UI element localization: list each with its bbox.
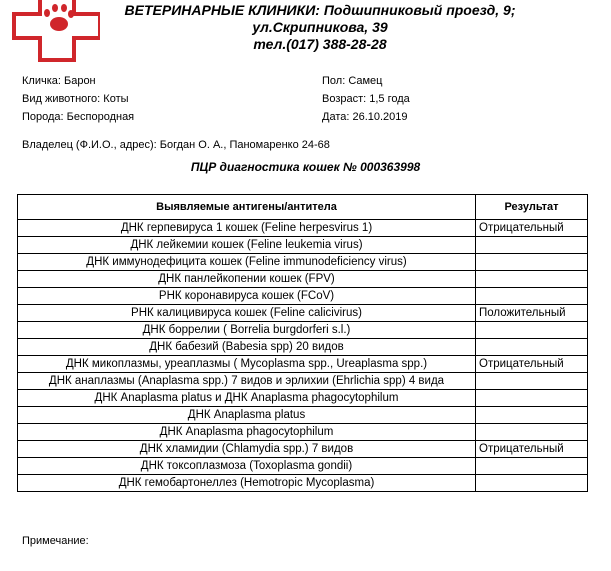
clinic-phone: тел.(017) 388-28-28 — [253, 36, 387, 52]
column-header-test: Выявляемые антигены/антитела — [18, 195, 476, 220]
table-row — [18, 441, 588, 458]
table-row — [18, 407, 588, 424]
pet-name: Кличка: Барон — [22, 75, 96, 87]
test-result — [476, 237, 588, 254]
table-row — [18, 254, 588, 271]
results-table — [17, 194, 588, 492]
paw-icon — [44, 4, 74, 31]
test-result — [476, 322, 588, 339]
table-header-row — [18, 195, 588, 220]
report-date: Дата: 26.10.2019 — [322, 111, 408, 123]
test-result: Отрицательный — [476, 220, 588, 237]
table-row — [18, 237, 588, 254]
test-result — [476, 339, 588, 356]
test-name: ДНК токсоплазмоза (Toxoplasma gondii) — [18, 458, 476, 475]
pet-breed: Порода: Беспородная — [22, 111, 135, 123]
table-row — [18, 458, 588, 475]
table-row — [18, 322, 588, 339]
test-name: ДНК Anaplasma platus и ДНК Anaplasma phagocytophilum — [18, 390, 476, 407]
owner-info: Владелец (Ф.И.О., адрес): Богдан О. А., Паномаренко 24-68 — [22, 139, 330, 151]
column-header-result: Результат — [476, 195, 588, 220]
test-name: ДНК бабезий (Babesia spp) 20 видов — [18, 339, 476, 356]
table-row — [18, 339, 588, 356]
test-result — [476, 390, 588, 407]
test-name: РНК калицивируса кошек (Feline calicivirus) — [18, 305, 476, 322]
test-result — [476, 424, 588, 441]
note-label: Примечание: — [22, 535, 89, 547]
test-name: ДНК гемобартонеллез (Hemotropic Mycoplasma) — [18, 475, 476, 492]
table-row — [18, 475, 588, 492]
test-result — [476, 458, 588, 475]
table-row — [18, 288, 588, 305]
test-name: ДНК герпевируса 1 кошек (Feline herpesvirus 1) — [18, 220, 476, 237]
document-title: ПЦР диагностика кошек № 000363998 — [190, 160, 421, 174]
test-name: ДНК Anaplasma phagocytophilum — [18, 424, 476, 441]
test-name: ДНК лейкемии кошек (Feline leukemia virus) — [18, 237, 476, 254]
test-name: ДНК анаплазмы (Anaplasma spp.) 7 видов и эрлихии (Ehrlichia spp) 4 вида — [18, 373, 476, 390]
pet-sex: Пол: Самец — [322, 75, 383, 87]
clinic-address-line2: ул.Скрипникова, 39 — [252, 19, 388, 35]
test-result: Положительный — [476, 305, 588, 322]
table-row — [18, 220, 588, 237]
test-result: Отрицательный — [476, 356, 588, 373]
test-result — [476, 271, 588, 288]
table-row — [18, 356, 588, 373]
table-row — [18, 373, 588, 390]
table-row — [18, 305, 588, 322]
test-name: ДНК микоплазмы, уреаплазмы ( Mycoplasma spp., Ureaplasma spp.) — [18, 356, 476, 373]
test-result — [476, 407, 588, 424]
pet-species: Вид животного: Коты — [22, 93, 129, 105]
test-name: ДНК боррелии ( Borrelia burgdorferi s.l.) — [18, 322, 476, 339]
test-name: ДНК панлейкопении кошек (FPV) — [18, 271, 476, 288]
clinic-header — [120, 2, 520, 53]
test-name: ДНК Anaplasma platus — [18, 407, 476, 424]
test-result — [476, 288, 588, 305]
test-name: РНК коронавируса кошек (FCoV) — [18, 288, 476, 305]
test-result: Отрицательный — [476, 441, 588, 458]
test-result — [476, 373, 588, 390]
clinic-address-line1: ВЕТЕРИНАРНЫЕ КЛИНИКИ: Подшипниковый проезд, 9; — [124, 2, 516, 18]
table-row — [18, 271, 588, 288]
test-name: ДНК иммунодефицита кошек (Feline immunodeficiency virus) — [18, 254, 476, 271]
table-row — [18, 424, 588, 441]
test-result — [476, 254, 588, 271]
pet-age: Возраст: 1,5 года — [322, 93, 410, 105]
test-name: ДНК хламидии (Chlamydia spp.) 7 видов — [18, 441, 476, 458]
test-result — [476, 475, 588, 492]
clinic-logo — [0, 0, 100, 62]
table-row — [18, 390, 588, 407]
